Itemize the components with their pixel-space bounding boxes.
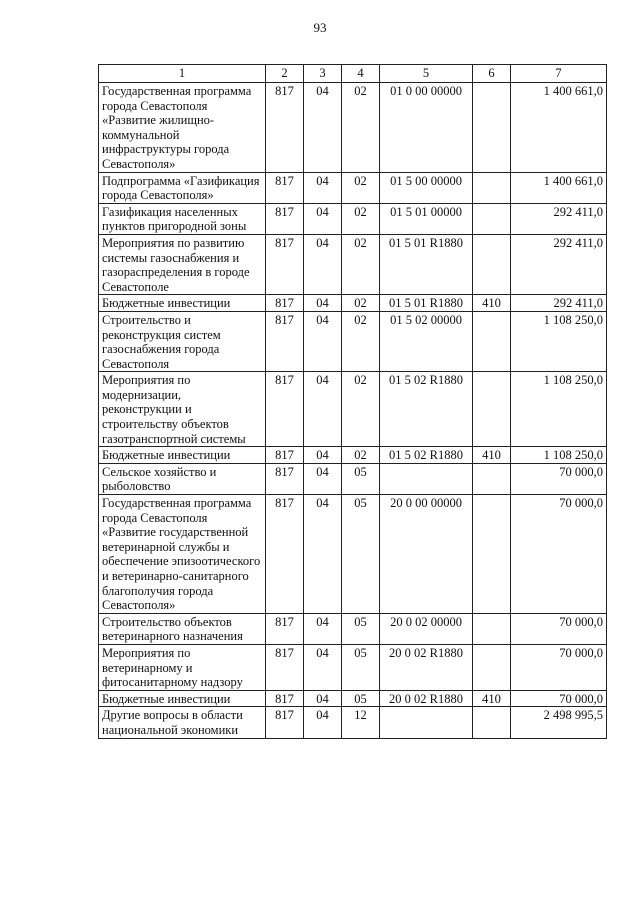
row-target-article: 01 0 00 00000 [380, 83, 473, 173]
header-col-4: 4 [342, 65, 380, 83]
header-col-7: 7 [511, 65, 607, 83]
row-name: Другие вопросы в области национальной экономики [99, 707, 266, 738]
header-col-1: 1 [99, 65, 266, 83]
row-target-article: 01 5 01 R1880 [380, 234, 473, 294]
table-row [99, 644, 607, 690]
table-row [99, 613, 607, 644]
header-row [99, 65, 607, 83]
row-name: Подпрограмма «Газификация города Севастополя» [99, 172, 266, 203]
page-number: 93 [313, 20, 327, 35]
row-ministry-code: 817 [266, 707, 304, 738]
row-name: Бюджетные инвестиции [99, 295, 266, 312]
row-ministry-code: 817 [266, 495, 304, 614]
row-target-article: 01 5 01 00000 [380, 203, 473, 234]
row-amount: 292 411,0 [511, 203, 607, 234]
row-section-code: 04 [304, 447, 342, 464]
row-ministry-code: 817 [266, 234, 304, 294]
table-row [99, 203, 607, 234]
row-expense-type [473, 83, 511, 173]
row-subsection-code: 02 [342, 372, 380, 447]
row-name: Мероприятия по модернизации, реконструкции и строительству объектов газотранспортной системы [99, 372, 266, 447]
table-row [99, 172, 607, 203]
row-section-code: 04 [304, 172, 342, 203]
row-ministry-code: 817 [266, 83, 304, 173]
row-target-article: 01 5 01 R1880 [380, 295, 473, 312]
row-section-code: 04 [304, 644, 342, 690]
row-target-article: 20 0 02 R1880 [380, 690, 473, 707]
row-subsection-code: 02 [342, 203, 380, 234]
header-col-5: 5 [380, 65, 473, 83]
row-amount: 70 000,0 [511, 463, 607, 494]
row-expense-type: 410 [473, 447, 511, 464]
row-name: Мероприятия по ветеринарному и фитосанитарному надзору [99, 644, 266, 690]
row-subsection-code: 02 [342, 447, 380, 464]
row-subsection-code: 05 [342, 644, 380, 690]
row-amount: 292 411,0 [511, 234, 607, 294]
row-expense-type [473, 172, 511, 203]
row-subsection-code: 05 [342, 495, 380, 614]
row-expense-type [473, 234, 511, 294]
row-target-article [380, 707, 473, 738]
row-expense-type [473, 613, 511, 644]
table-row [99, 690, 607, 707]
row-name: Бюджетные инвестиции [99, 447, 266, 464]
row-ministry-code: 817 [266, 311, 304, 371]
row-expense-type [473, 203, 511, 234]
row-amount: 70 000,0 [511, 690, 607, 707]
row-ministry-code: 817 [266, 203, 304, 234]
table-row [99, 234, 607, 294]
row-ministry-code: 817 [266, 447, 304, 464]
row-section-code: 04 [304, 463, 342, 494]
table-row [99, 447, 607, 464]
row-target-article: 01 5 02 R1880 [380, 447, 473, 464]
row-section-code: 04 [304, 613, 342, 644]
row-target-article: 01 5 00 00000 [380, 172, 473, 203]
row-name: Мероприятия по развитию системы газоснабжения и газораспределения в городе Севастополе [99, 234, 266, 294]
row-subsection-code: 05 [342, 613, 380, 644]
header-col-2: 2 [266, 65, 304, 83]
row-name: Сельское хозяйство и рыболовство [99, 463, 266, 494]
row-target-article: 20 0 02 00000 [380, 613, 473, 644]
row-amount: 1 400 661,0 [511, 172, 607, 203]
budget-table [98, 64, 607, 739]
table-row [99, 495, 607, 614]
row-name: Газификация населенных пунктов пригородной зоны [99, 203, 266, 234]
row-name: Государственная программа города Севастополя «Развитие государственной ветеринарной службы и обеспечение эпизоотического и ветеринарно-санитарного благополучия города Севастополя» [99, 495, 266, 614]
row-section-code: 04 [304, 234, 342, 294]
row-name: Государственная программа города Севастополя «Развитие жилищно-коммунальной инфраструктуры города Севастополя» [99, 83, 266, 173]
row-section-code: 04 [304, 495, 342, 614]
row-subsection-code: 02 [342, 172, 380, 203]
header-col-6: 6 [473, 65, 511, 83]
row-name: Строительство объектов ветеринарного назначения [99, 613, 266, 644]
table-row [99, 707, 607, 738]
row-expense-type [473, 707, 511, 738]
row-amount: 1 108 250,0 [511, 372, 607, 447]
row-amount: 70 000,0 [511, 613, 607, 644]
table-row [99, 372, 607, 447]
row-target-article: 20 0 02 R1880 [380, 644, 473, 690]
row-ministry-code: 817 [266, 295, 304, 312]
row-subsection-code: 02 [342, 83, 380, 173]
table-row [99, 295, 607, 312]
row-amount: 2 498 995,5 [511, 707, 607, 738]
row-ministry-code: 817 [266, 613, 304, 644]
row-expense-type: 410 [473, 295, 511, 312]
table-row [99, 463, 607, 494]
row-subsection-code: 02 [342, 295, 380, 312]
row-subsection-code: 02 [342, 311, 380, 371]
row-section-code: 04 [304, 295, 342, 312]
row-ministry-code: 817 [266, 644, 304, 690]
row-amount: 1 108 250,0 [511, 447, 607, 464]
row-target-article [380, 463, 473, 494]
row-section-code: 04 [304, 372, 342, 447]
row-ministry-code: 817 [266, 690, 304, 707]
row-expense-type [473, 463, 511, 494]
row-subsection-code: 12 [342, 707, 380, 738]
header-col-3: 3 [304, 65, 342, 83]
row-amount: 1 108 250,0 [511, 311, 607, 371]
row-subsection-code: 05 [342, 690, 380, 707]
row-name: Бюджетные инвестиции [99, 690, 266, 707]
row-section-code: 04 [304, 203, 342, 234]
table-row [99, 311, 607, 371]
row-expense-type [473, 495, 511, 614]
row-amount: 1 400 661,0 [511, 83, 607, 173]
row-target-article: 01 5 02 00000 [380, 311, 473, 371]
row-section-code: 04 [304, 690, 342, 707]
row-expense-type: 410 [473, 690, 511, 707]
row-ministry-code: 817 [266, 172, 304, 203]
row-expense-type [473, 311, 511, 371]
row-ministry-code: 817 [266, 372, 304, 447]
row-subsection-code: 02 [342, 234, 380, 294]
table-row [99, 83, 607, 173]
row-section-code: 04 [304, 83, 342, 173]
row-expense-type [473, 644, 511, 690]
row-target-article: 20 0 00 00000 [380, 495, 473, 614]
row-name: Строительство и реконструкция систем газоснабжения города Севастополя [99, 311, 266, 371]
row-target-article: 01 5 02 R1880 [380, 372, 473, 447]
row-section-code: 04 [304, 311, 342, 371]
row-amount: 70 000,0 [511, 495, 607, 614]
row-ministry-code: 817 [266, 463, 304, 494]
row-amount: 70 000,0 [511, 644, 607, 690]
row-amount: 292 411,0 [511, 295, 607, 312]
row-subsection-code: 05 [342, 463, 380, 494]
row-section-code: 04 [304, 707, 342, 738]
row-expense-type [473, 372, 511, 447]
